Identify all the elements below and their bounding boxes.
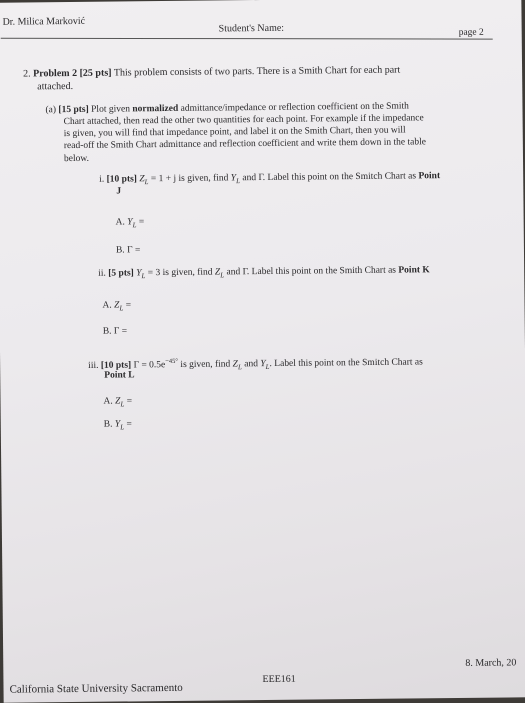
math-var: Z	[139, 174, 145, 185]
item-points: [5 pts]	[108, 268, 134, 279]
page-number: page 2	[458, 27, 484, 38]
math-var: Z	[232, 359, 238, 370]
math-sub: L	[132, 221, 137, 230]
header-rule	[1, 38, 493, 40]
answer-label: A.	[102, 300, 112, 311]
item-points: [10 pts]	[100, 360, 132, 371]
item-text: is given, find	[177, 359, 233, 371]
item-points: [10 pts]	[106, 174, 138, 185]
math-exponent: −45°	[165, 357, 179, 366]
item-iii-point	[104, 370, 134, 380]
math-expr: Γ = 0.5e	[133, 360, 166, 371]
math-var: Y	[114, 419, 121, 430]
point-label: Point K	[398, 265, 430, 276]
part-a-text: admittance/impedance or reflection coefficient on the Smith	[180, 101, 409, 114]
math-sub: L	[236, 177, 241, 186]
math-var: Y	[127, 217, 133, 228]
equals: =	[136, 217, 145, 228]
part-a-line-2: Chart attached, then read the other two quantities for each point. For example if the impedance	[63, 113, 424, 128]
item-i	[99, 171, 440, 186]
equals: =	[132, 245, 141, 256]
math-sub: L	[120, 423, 125, 432]
math-var: Y	[260, 359, 266, 370]
item-text: . Label this point on the Smitch Chart as	[269, 357, 423, 370]
equals: =	[123, 300, 132, 311]
item-text: and Γ. Label this point on the Smitch Chart as	[239, 171, 419, 184]
answer-iii-a	[103, 396, 132, 408]
part-a-points: [15 pts]	[58, 104, 89, 116]
math-var: Γ	[126, 245, 133, 256]
math-sub: L	[237, 363, 242, 372]
item-number: iii.	[88, 360, 99, 371]
item-i-point-letter	[116, 186, 121, 196]
problem-title: Problem 2	[33, 67, 78, 80]
answer-i-b	[116, 245, 140, 255]
math-sub: L	[220, 271, 225, 280]
math-sub: L	[265, 362, 270, 372]
point-letter: J	[116, 186, 122, 197]
part-a-label: (a)	[45, 105, 57, 116]
item-text: and	[241, 359, 261, 370]
part-a-emphasis: normalized	[132, 103, 179, 115]
part-a-line-5: below.	[63, 153, 90, 165]
answer-label: B.	[115, 245, 125, 256]
equals: =	[124, 396, 133, 407]
university-name: California State University Sacramento	[9, 681, 183, 696]
problem-intro-line-2: attached.	[37, 80, 74, 93]
item-text: and Γ. Label this point on the Smith Chart as	[224, 265, 399, 278]
item-text: = 3 is given, find	[145, 267, 215, 279]
problem-heading	[23, 65, 400, 80]
answer-label: A.	[103, 396, 113, 407]
answer-ii-b	[103, 326, 127, 336]
answer-label: B.	[103, 419, 113, 430]
item-iii	[88, 355, 423, 373]
part-a-line-3: is given, you will find that impedance point, and label it on the Smith Chart, then you will	[63, 125, 406, 140]
author-name: Dr. Milica Marković	[2, 15, 86, 28]
answer-i-a	[116, 217, 145, 229]
math-var: Γ	[113, 326, 120, 337]
problem-intro-line-1: This problem consists of two parts. There is a Smith Chart for each part	[113, 64, 401, 79]
course-code: EEE161	[262, 673, 296, 686]
point-label: Point	[418, 171, 441, 182]
problem-points: [25 pts]	[79, 67, 112, 79]
equals: =	[124, 419, 132, 430]
math-var: Z	[115, 396, 121, 407]
math-sub: L	[120, 400, 125, 409]
item-number: ii.	[98, 268, 106, 279]
part-a-text: Plot given	[91, 104, 130, 115]
math-sub: L	[141, 272, 146, 281]
math-sub: L	[144, 178, 149, 187]
math-sub: L	[119, 304, 124, 313]
answer-label: A.	[115, 217, 125, 228]
exam-date: 8. March, 20	[465, 657, 517, 669]
math-var: Z	[114, 300, 120, 311]
item-number: i.	[99, 174, 105, 185]
math-var: Y	[136, 268, 142, 279]
equals: =	[119, 326, 128, 337]
math-var: Y	[230, 173, 237, 184]
math-var: Z	[214, 267, 221, 278]
item-ii	[98, 265, 430, 280]
answer-ii-a	[102, 300, 131, 312]
item-text: = 1 + j is given, find	[148, 173, 231, 185]
point-label: Point L	[104, 370, 135, 381]
answer-label: B.	[102, 326, 112, 337]
answer-iii-b	[104, 419, 132, 431]
part-a-line-4: read-off the Smith Chart admittance and reflection coefficient and write them down in the table	[63, 137, 426, 152]
problem-number: 2.	[23, 68, 31, 80]
student-name-label: Student's Name:	[218, 22, 285, 35]
